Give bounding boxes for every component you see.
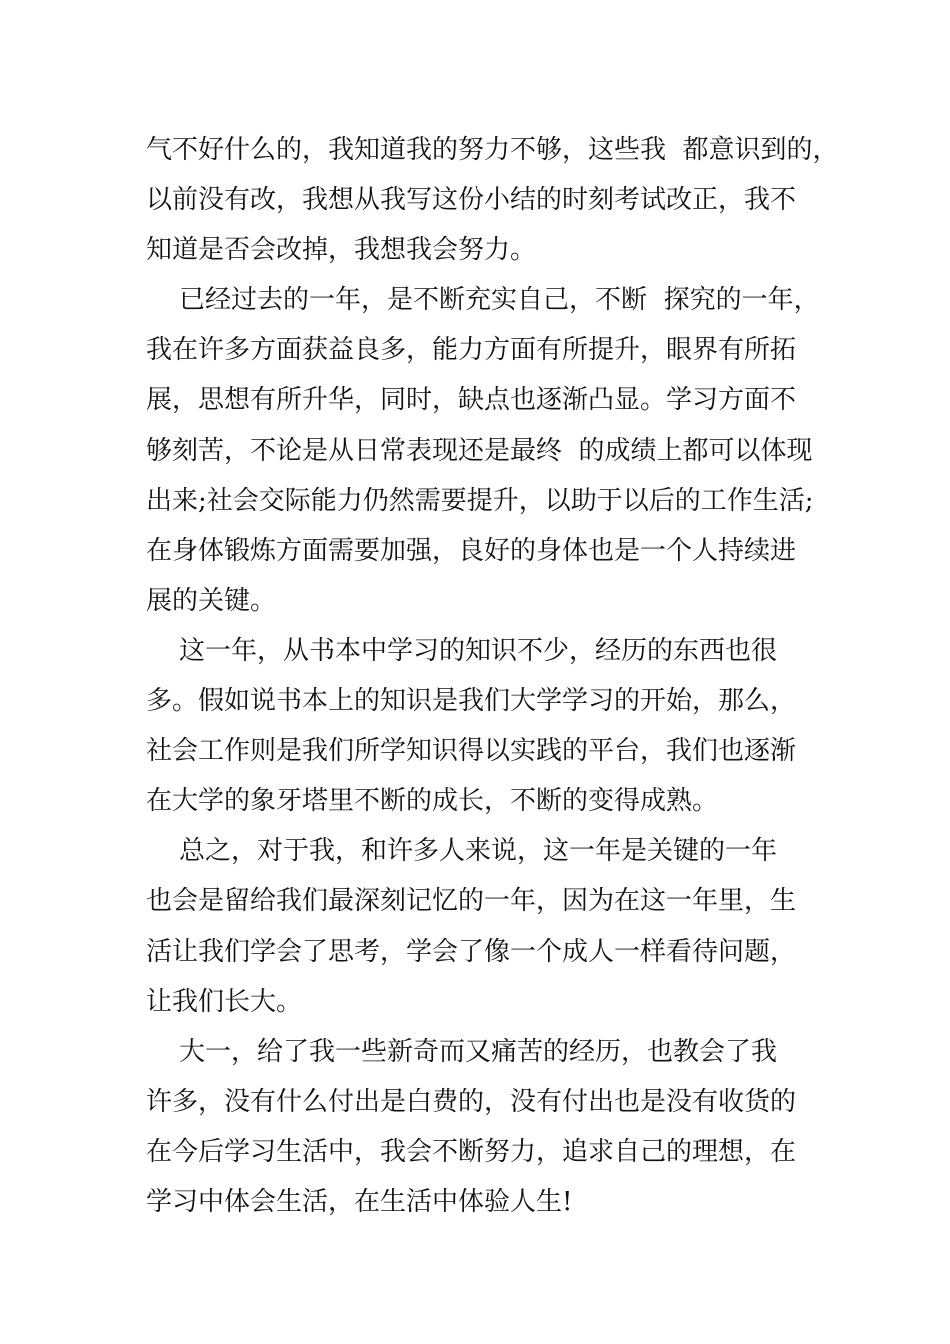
text-line: 大一，给了我一些新奇而又痛苦的经历，也教会了我: [146, 1036, 778, 1067]
text-line: 以前没有改，我想从我写这份小结的时刻考试改正，我不: [146, 185, 797, 216]
text-line: 也会是留给我们最深刻记忆的一年，因为在这一年里，生: [146, 886, 797, 917]
text-line: 已经过去的一年，是不断充实自己，不断 探究的一年，: [146, 285, 820, 316]
text-line: 知道是否会改掉，我想我会努力。: [146, 235, 537, 266]
text-line: 在身体锻炼方面需要加强，良好的身体也是一个人持续进: [146, 535, 797, 566]
text-line: 许多，没有什么付出是白费的，没有付出也是没有收货的: [146, 1086, 797, 1117]
text-line: 让我们长大。: [146, 986, 303, 1017]
text-line: 活让我们学会了思考，学会了像一个成人一样看待问题，: [146, 936, 797, 967]
document-body: [146, 125, 839, 1227]
text-line: 展的关键。: [146, 585, 277, 616]
text-line: 这一年，从书本中学习的知识不少，经历的东西也很: [146, 635, 778, 666]
text-line: 出来;社会交际能力仍然需要提升，以助于以后的工作生活;: [146, 485, 814, 516]
text-line: 在大学的象牙塔里不断的成长，不断的变得成熟。: [146, 786, 719, 817]
text-line: 够刻苦，不论是从日常表现还是最终 的成绩上都可以体现: [146, 435, 813, 466]
text-line: 学习中体会生活，在生活中体验人生!: [146, 1186, 573, 1217]
text-line: 总之，对于我，和许多人来说，这一年是关键的一年: [146, 836, 778, 867]
text-line: 多。假如说书本上的知识是我们大学学习的开始，那么，: [146, 686, 797, 717]
text-line: 展，思想有所升华，同时，缺点也逐渐凸显。学习方面不: [146, 385, 797, 416]
text-line: 社会工作则是我们所学知识得以实践的平台，我们也逐渐: [146, 736, 797, 767]
text-line: 我在许多方面获益良多，能力方面有所提升，眼界有所拓: [146, 335, 797, 366]
text-line: 气不好什么的，我知道我的努力不够，这些我 都意识到的，: [146, 135, 839, 165]
text-line: 在今后学习生活中，我会不断努力，追求自己的理想，在: [146, 1136, 797, 1167]
